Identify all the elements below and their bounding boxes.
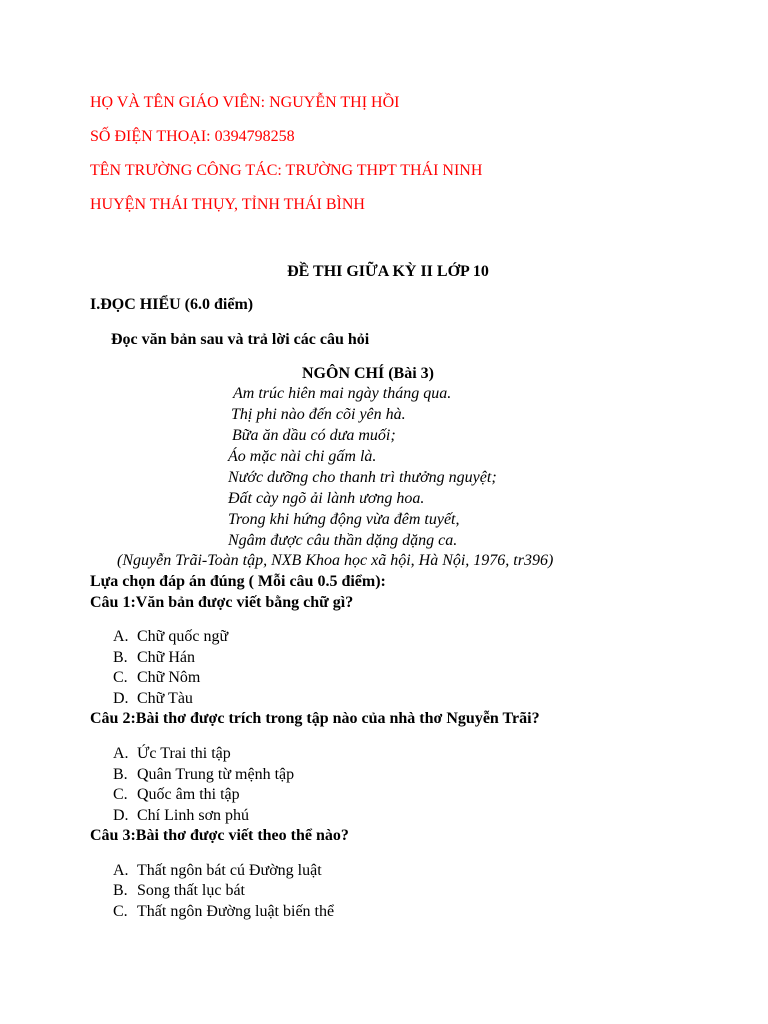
option-letter: B.: [113, 766, 128, 783]
question-3-label: Câu 3:Bài thơ được viết theo thể nào?: [90, 827, 349, 844]
poem-line: Ngâm được câu thần dặng dặng ca.: [228, 532, 458, 549]
exam-title: ĐỀ THI GIỮA KỲ II LỚP 10: [287, 263, 489, 280]
question-1-label: Câu 1:Văn bản được viết bằng chữ gì?: [90, 594, 354, 611]
poem-line: Am trúc hiên mai ngày tháng qua.: [233, 385, 452, 402]
option-text: Ức Trai thi tập: [137, 745, 231, 762]
option-text: Thất ngôn bát cú Đường luật: [137, 862, 322, 879]
option-text: Chữ Nôm: [137, 669, 201, 686]
poem-line: Thị phi nào đến cõi yên hà.: [231, 406, 406, 423]
section-heading: I.ĐỌC HIỂU (6.0 điểm): [90, 296, 254, 313]
poem-line: Áo mặc nài chi gấm là.: [228, 448, 377, 465]
option-letter: A.: [113, 745, 129, 762]
poem-line: Bữa ăn dầu có dưa muối;: [232, 427, 396, 444]
school-name: TÊN TRƯỜNG CÔNG TÁC: TRƯỜNG THPT THÁI NINH: [90, 162, 483, 179]
option-text: Song thất lục bát: [137, 882, 245, 899]
poem-source: (Nguyễn Trãi-Toàn tập, NXB Khoa học xã hội, Hà Nội, 1976, tr396): [117, 552, 554, 569]
option-text: Chí Linh sơn phú: [137, 807, 250, 824]
question-2-option-a: [113, 745, 231, 763]
question-1-option-c: [113, 669, 200, 687]
question-3-option-c: [113, 903, 334, 921]
option-text: Chữ quốc ngữ: [137, 628, 229, 645]
reading-instruction: Đọc văn bản sau và trả lời các câu hỏi: [111, 331, 370, 348]
option-text: Quốc âm thi tập: [137, 786, 240, 803]
poem-title: NGÔN CHÍ (Bài 3): [302, 365, 434, 382]
option-letter: A.: [113, 628, 129, 645]
option-letter: C.: [113, 786, 128, 803]
option-letter: C.: [113, 903, 128, 920]
school-location: HUYỆN THÁI THỤY, TỈNH THÁI BÌNH: [90, 196, 365, 213]
question-1-option-b: [113, 649, 195, 667]
option-letter: D.: [113, 807, 129, 824]
question-3-option-b: [113, 882, 245, 900]
option-letter: A.: [113, 862, 129, 879]
option-text: Chữ Tàu: [137, 690, 193, 707]
phone-number: SỐ ĐIỆN THOẠI: 0394798258: [90, 128, 295, 145]
question-1-option-d: [113, 690, 193, 708]
option-text: Thất ngôn Đường luật biến thể: [137, 903, 335, 920]
poem-line: Đất cày ngõ ải lành ương hoa.: [228, 490, 425, 507]
poem-line: Trong khi hứng động vừa đêm tuyết,: [228, 511, 460, 528]
question-2-option-d: [113, 807, 249, 825]
option-letter: B.: [113, 649, 128, 666]
option-letter: C.: [113, 669, 128, 686]
option-letter: D.: [113, 690, 129, 707]
option-text: Quân Trung từ mệnh tập: [137, 766, 295, 783]
question-3-option-a: [113, 862, 322, 880]
option-letter: B.: [113, 882, 128, 899]
question-1-option-a: [113, 628, 228, 646]
question-2-option-c: [113, 786, 240, 804]
question-2-option-b: [113, 766, 294, 784]
quiz-instruction: Lựa chọn đáp án đúng ( Mỗi câu 0.5 điểm):: [90, 573, 386, 590]
teacher-name: HỌ VÀ TÊN GIÁO VIÊN: NGUYỄN THỊ HỒI: [90, 94, 400, 111]
question-2-label: Câu 2:Bài thơ được trích trong tập nào của nhà thơ Nguyễn Trãi?: [90, 710, 540, 727]
option-text: Chữ Hán: [137, 649, 195, 666]
poem-line: Nước dưỡng cho thanh trì thưởng nguyệt;: [228, 469, 497, 486]
